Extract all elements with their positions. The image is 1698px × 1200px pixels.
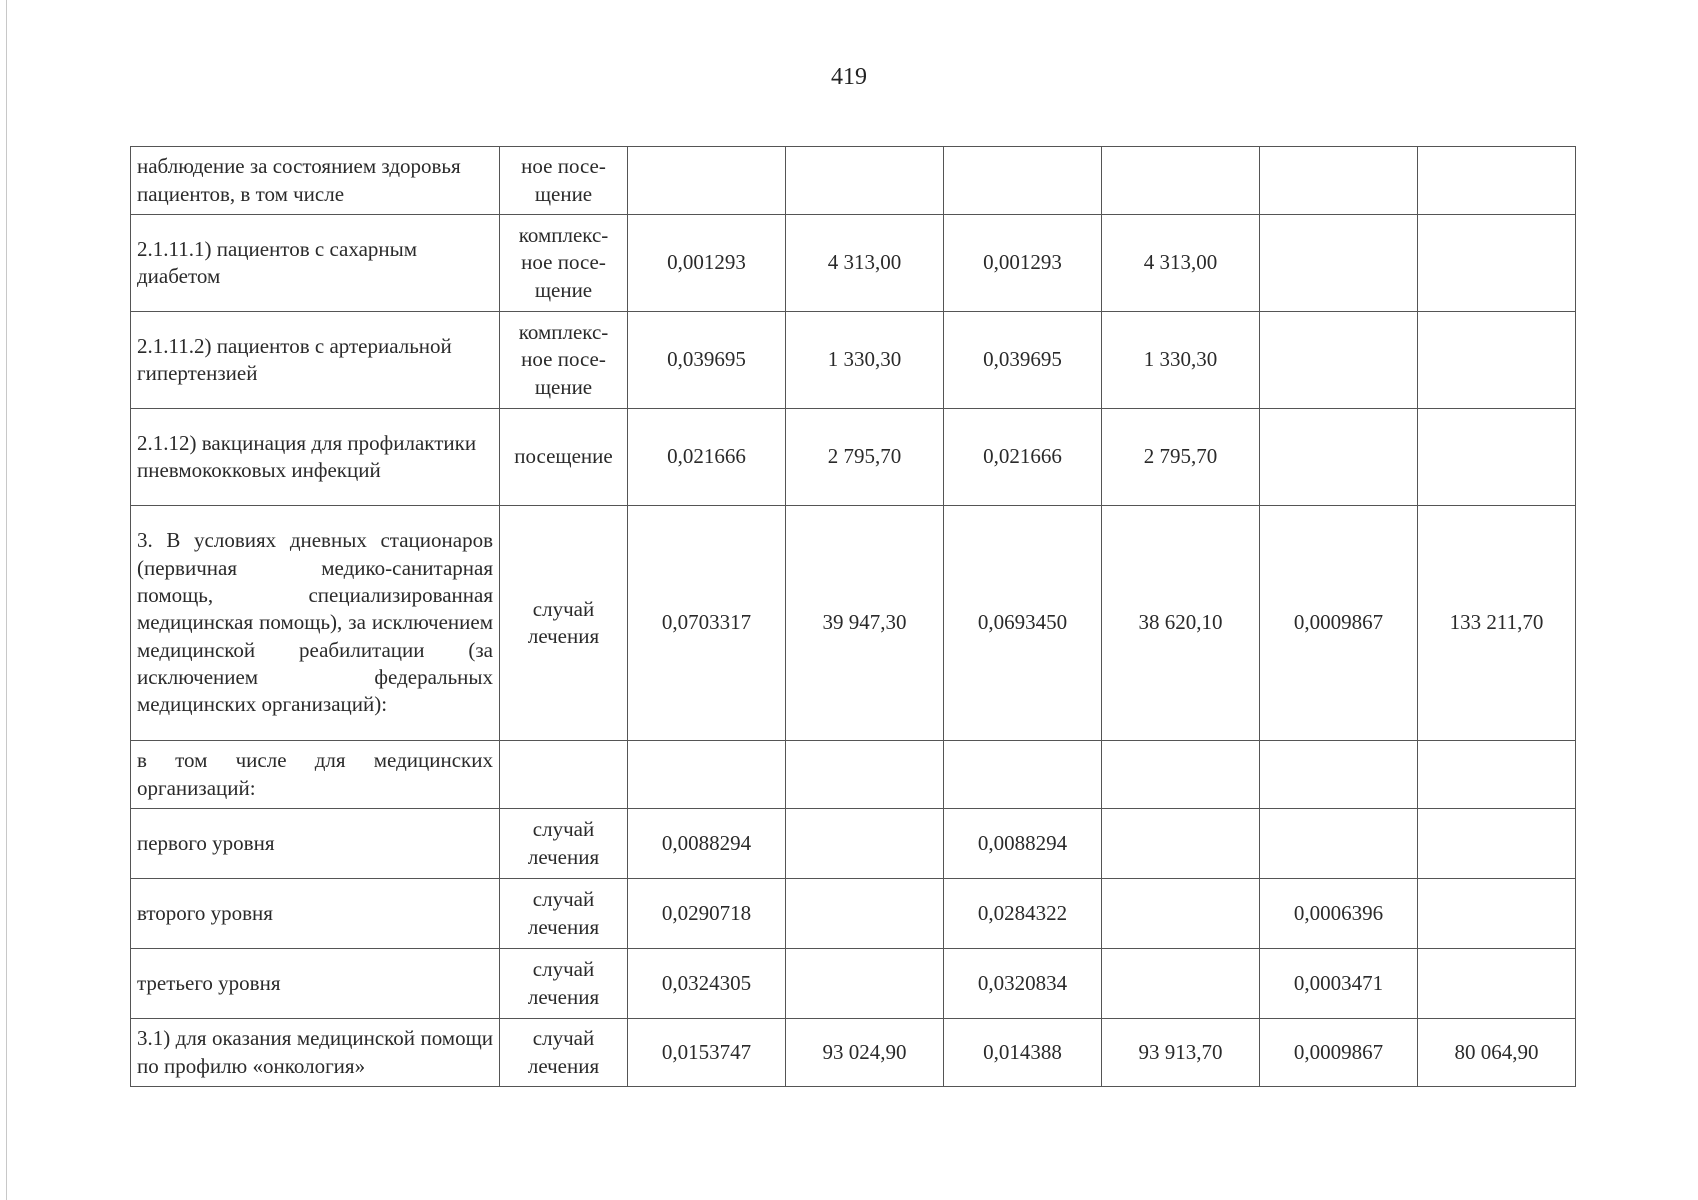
value-cell-6: 133 211,70 bbox=[1418, 506, 1576, 741]
table-body bbox=[131, 147, 1576, 1087]
value-cell-5: 0,0009867 bbox=[1260, 1019, 1418, 1087]
table-row bbox=[131, 809, 1576, 879]
unit-cell: случай лечения bbox=[500, 506, 628, 741]
row-name-cell: в том числе для медицинских организаций: bbox=[131, 741, 500, 809]
unit-cell: случай лечения bbox=[500, 809, 628, 879]
row-name-cell: второго уровня bbox=[131, 879, 500, 949]
unit-cell bbox=[500, 741, 628, 809]
row-name-cell: 3.1) для оказания медицинской помощи по профилю «онкология» bbox=[131, 1019, 500, 1087]
value-cell-4 bbox=[1102, 809, 1260, 879]
value-cell-1 bbox=[628, 147, 786, 215]
value-cell-1: 0,001293 bbox=[628, 215, 786, 312]
data-table bbox=[130, 146, 1576, 1087]
table-row bbox=[131, 147, 1576, 215]
unit-cell: посещение bbox=[500, 409, 628, 506]
value-cell-4 bbox=[1102, 949, 1260, 1019]
value-cell-5 bbox=[1260, 147, 1418, 215]
table-row bbox=[131, 949, 1576, 1019]
value-cell-2 bbox=[786, 741, 944, 809]
value-cell-1 bbox=[628, 741, 786, 809]
value-cell-4: 2 795,70 bbox=[1102, 409, 1260, 506]
value-cell-4 bbox=[1102, 147, 1260, 215]
value-cell-1: 0,0703317 bbox=[628, 506, 786, 741]
value-cell-2 bbox=[786, 949, 944, 1019]
unit-cell: комплекс-ное посе-щение bbox=[500, 215, 628, 312]
unit-cell: комплекс-ное посе-щение bbox=[500, 312, 628, 409]
table-row bbox=[131, 1019, 1576, 1087]
value-cell-3: 0,0693450 bbox=[944, 506, 1102, 741]
value-cell-5 bbox=[1260, 741, 1418, 809]
value-cell-3: 0,039695 bbox=[944, 312, 1102, 409]
unit-cell: ное посе-щение bbox=[500, 147, 628, 215]
page-number: 419 bbox=[831, 64, 867, 90]
row-name-cell: 2.1.11.1) пациентов с сахарным диабетом bbox=[131, 215, 500, 312]
value-cell-5 bbox=[1260, 215, 1418, 312]
value-cell-2 bbox=[786, 879, 944, 949]
value-cell-1: 0,021666 bbox=[628, 409, 786, 506]
value-cell-4: 93 913,70 bbox=[1102, 1019, 1260, 1087]
row-name-cell: 2.1.12) вакцинация для профилактики пневмококковых инфекций bbox=[131, 409, 500, 506]
row-name-cell: наблюдение за состоянием здоровья пациентов, в том числе bbox=[131, 147, 500, 215]
table-row bbox=[131, 215, 1576, 312]
value-cell-6 bbox=[1418, 809, 1576, 879]
value-cell-4 bbox=[1102, 741, 1260, 809]
value-cell-6 bbox=[1418, 409, 1576, 506]
row-name-cell: 2.1.11.2) пациентов с артериальной гипертензией bbox=[131, 312, 500, 409]
value-cell-3 bbox=[944, 147, 1102, 215]
value-cell-1: 0,039695 bbox=[628, 312, 786, 409]
value-cell-5: 0,0003471 bbox=[1260, 949, 1418, 1019]
value-cell-3: 0,021666 bbox=[944, 409, 1102, 506]
value-cell-2 bbox=[786, 147, 944, 215]
value-cell-6 bbox=[1418, 741, 1576, 809]
value-cell-3: 0,0320834 bbox=[944, 949, 1102, 1019]
value-cell-6 bbox=[1418, 312, 1576, 409]
value-cell-6: 80 064,90 bbox=[1418, 1019, 1576, 1087]
page-margin-line bbox=[6, 0, 7, 1200]
value-cell-2: 93 024,90 bbox=[786, 1019, 944, 1087]
value-cell-5: 0,0009867 bbox=[1260, 506, 1418, 741]
value-cell-2 bbox=[786, 809, 944, 879]
value-cell-4 bbox=[1102, 879, 1260, 949]
value-cell-4: 4 313,00 bbox=[1102, 215, 1260, 312]
value-cell-2: 1 330,30 bbox=[786, 312, 944, 409]
value-cell-1: 0,0290718 bbox=[628, 879, 786, 949]
table-row bbox=[131, 409, 1576, 506]
value-cell-6 bbox=[1418, 215, 1576, 312]
value-cell-5 bbox=[1260, 312, 1418, 409]
table-row bbox=[131, 312, 1576, 409]
value-cell-3: 0,014388 bbox=[944, 1019, 1102, 1087]
value-cell-2: 39 947,30 bbox=[786, 506, 944, 741]
table-row bbox=[131, 879, 1576, 949]
value-cell-4: 1 330,30 bbox=[1102, 312, 1260, 409]
unit-cell: случай лечения bbox=[500, 949, 628, 1019]
value-cell-3: 0,0284322 bbox=[944, 879, 1102, 949]
value-cell-4: 38 620,10 bbox=[1102, 506, 1260, 741]
value-cell-5 bbox=[1260, 809, 1418, 879]
unit-cell: случай лечения bbox=[500, 1019, 628, 1087]
row-name-cell: 3. В условиях дневных стационаров (первичная медико-санитарная помощь, специализированная медицинская помощь), за исключением медицинской реабилитации (за исключением федеральных медицинских организаций): bbox=[131, 506, 500, 741]
value-cell-6 bbox=[1418, 949, 1576, 1019]
value-cell-1: 0,0088294 bbox=[628, 809, 786, 879]
value-cell-5: 0,0006396 bbox=[1260, 879, 1418, 949]
row-name-cell: третьего уровня bbox=[131, 949, 500, 1019]
value-cell-3: 0,001293 bbox=[944, 215, 1102, 312]
value-cell-1: 0,0324305 bbox=[628, 949, 786, 1019]
value-cell-6 bbox=[1418, 879, 1576, 949]
value-cell-5 bbox=[1260, 409, 1418, 506]
table-row bbox=[131, 506, 1576, 741]
row-name-cell: первого уровня bbox=[131, 809, 500, 879]
value-cell-3 bbox=[944, 741, 1102, 809]
unit-cell: случай лечения bbox=[500, 879, 628, 949]
value-cell-1: 0,0153747 bbox=[628, 1019, 786, 1087]
value-cell-3: 0,0088294 bbox=[944, 809, 1102, 879]
table-row bbox=[131, 741, 1576, 809]
value-cell-6 bbox=[1418, 147, 1576, 215]
value-cell-2: 4 313,00 bbox=[786, 215, 944, 312]
value-cell-2: 2 795,70 bbox=[786, 409, 944, 506]
